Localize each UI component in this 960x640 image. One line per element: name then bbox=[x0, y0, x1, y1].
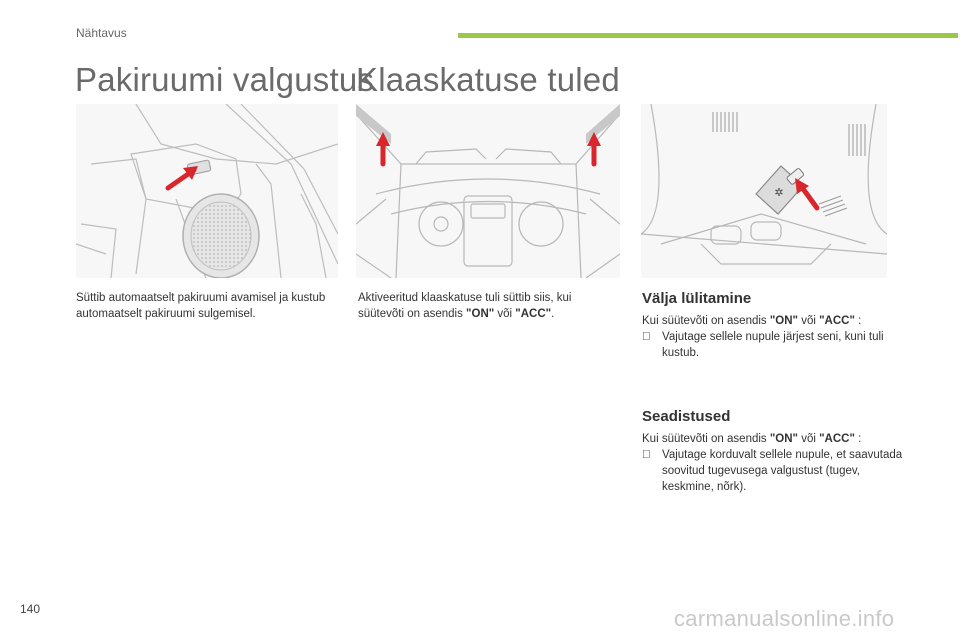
or-word: või bbox=[798, 433, 820, 445]
header-accent-bar bbox=[458, 33, 958, 38]
ceiling-switch-illustration bbox=[641, 104, 887, 278]
switch-off-bullet bbox=[642, 329, 892, 361]
or-word: või bbox=[798, 315, 820, 327]
acc-label: "ACC" bbox=[819, 315, 855, 327]
bullet-icon bbox=[642, 447, 662, 495]
roof-lights-text-part: Aktiveeritud klaaskatuse tuli süttib siis, kui süütevõti on asendis bbox=[358, 292, 572, 320]
watermark: carmanualsonline.info bbox=[674, 606, 895, 631]
on-label: "ON" bbox=[769, 315, 799, 327]
acc-label: "ACC" bbox=[819, 433, 855, 445]
intro-text: Kui süütevõti on asendis bbox=[642, 315, 770, 327]
on-label: "ON" bbox=[769, 433, 799, 445]
title-roof-lights: Klaaskatuse tuled bbox=[356, 61, 620, 98]
cabin-roof-lights-illustration bbox=[356, 104, 620, 278]
settings-bullet bbox=[642, 447, 912, 495]
section-header: Nähtavus bbox=[76, 26, 127, 40]
switch-off-heading: Välja lülitamine bbox=[642, 290, 752, 307]
settings-intro bbox=[642, 431, 912, 447]
or-word: või bbox=[494, 308, 516, 320]
switch-off-text bbox=[642, 313, 892, 361]
sentence-end: . bbox=[551, 308, 555, 320]
bullet-text: Vajutage sellele nupule järjest seni, kuni tuli kustub. bbox=[662, 331, 884, 359]
trunk-lighting-text: Süttib automaatselt pakiruumi avamisel ja kustub automaatselt pakiruumi sulgemisel. bbox=[76, 292, 326, 320]
title-trunk-lighting: Pakiruumi valgustus bbox=[75, 61, 375, 98]
intro-end: : bbox=[854, 433, 862, 445]
settings-heading: Seadistused bbox=[642, 408, 731, 425]
intro-text: Kui süütevõti on asendis bbox=[642, 433, 770, 445]
roof-lights-text bbox=[358, 290, 620, 322]
settings-text bbox=[642, 431, 912, 495]
trunk-lamp-illustration bbox=[76, 104, 338, 278]
bullet-icon bbox=[642, 329, 662, 361]
page-number: 140 bbox=[20, 602, 41, 616]
on-label: "ON" bbox=[466, 308, 495, 320]
switch-off-intro bbox=[642, 313, 892, 329]
light-symbol-icon: ✲ bbox=[774, 186, 784, 199]
acc-label: "ACC" bbox=[515, 308, 552, 320]
bullet-text: Vajutage korduvalt sellele nupule, et saavutada soovitud tugevusega valgustust (tugev, keskmine, nõrk). bbox=[662, 449, 903, 493]
intro-end: : bbox=[854, 315, 862, 327]
